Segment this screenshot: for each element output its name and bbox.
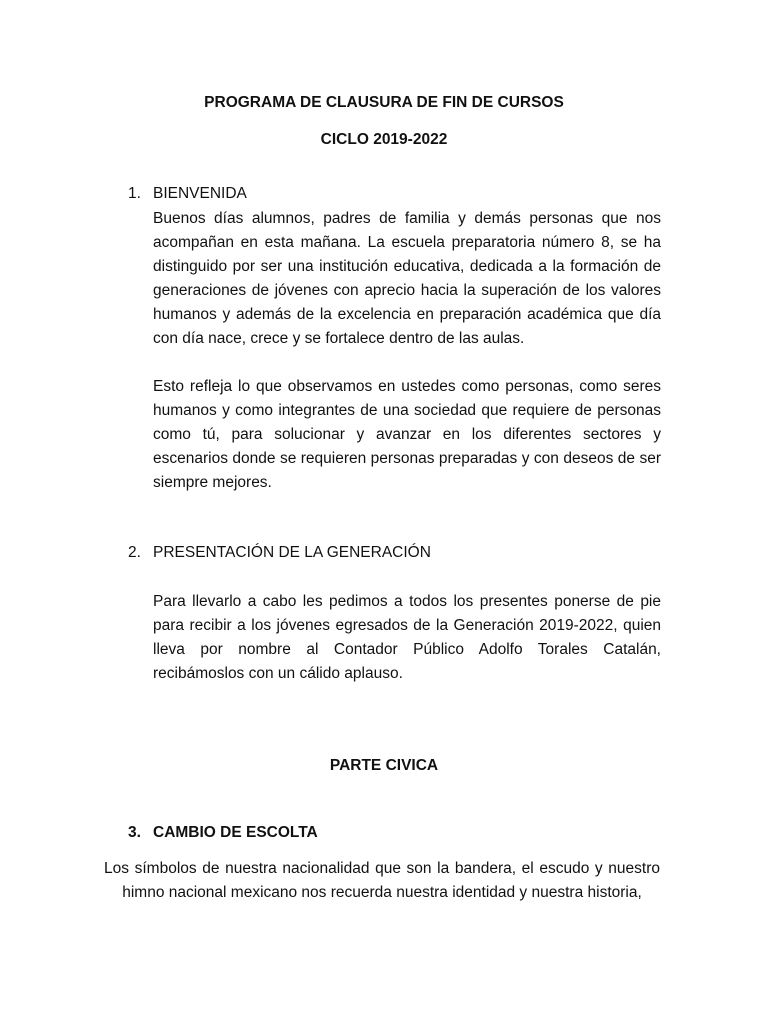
document-title: PROGRAMA DE CLAUSURA DE FIN DE CURSOS [204,94,564,111]
section-1-heading [128,185,247,203]
part-civica-heading: PARTE CIVICA [329,757,439,774]
document-subtitle: CICLO 2019-2022 [320,131,448,148]
section-3-paragraph-1: Los símbolos de nuestra nacionalidad que son la bandera, el escudo y nuestro himno nacional mexicano nos recuerda nuestra identidad y nuestra historia, [104,860,660,901]
section-2-paragraph-1: Para llevarlo a cabo les pedimos a todos los presentes ponerse de pie para recibir a los jóvenes egresados de la Generación 2019-2022, quien lleva por nombre al Contador Público Adolfo Torales Catalán, recibámoslos con un cálido aplauso. [153,593,661,682]
section-1-paragraph-2: Esto refleja lo que observamos en ustedes como personas, como seres humanos y como integrantes de una sociedad que requiere de personas como tú, para solucionar y avanzar en los diferentes sectores y escenarios donde se requieren personas preparadas y con deseos de ser siempre mejores. [153,378,661,491]
section-2-heading [128,544,431,562]
section-3-heading [128,824,318,842]
section-1-title: BIENVENIDA [153,185,247,202]
section-1-number: 1. [128,185,141,202]
section-1-paragraph-1: Buenos días alumnos, padres de familia y demás personas que nos acompañan en esta mañana. La escuela preparatoria número 8, se ha distinguido por ser una institución educativa, dedicada a la formación de generaciones de jóvenes con aprecio hacia la superación de los valores humanos y además de la excelencia en preparación académica que día con día nace, crece y se fortalece dentro de las aulas. [153,210,661,347]
section-2-title: PRESENTACIÓN DE LA GENERACIÓN [153,544,431,561]
section-2-number: 2. [128,544,141,561]
section-3-title: CAMBIO DE ESCOLTA [153,824,318,841]
section-3-number: 3. [128,824,141,841]
